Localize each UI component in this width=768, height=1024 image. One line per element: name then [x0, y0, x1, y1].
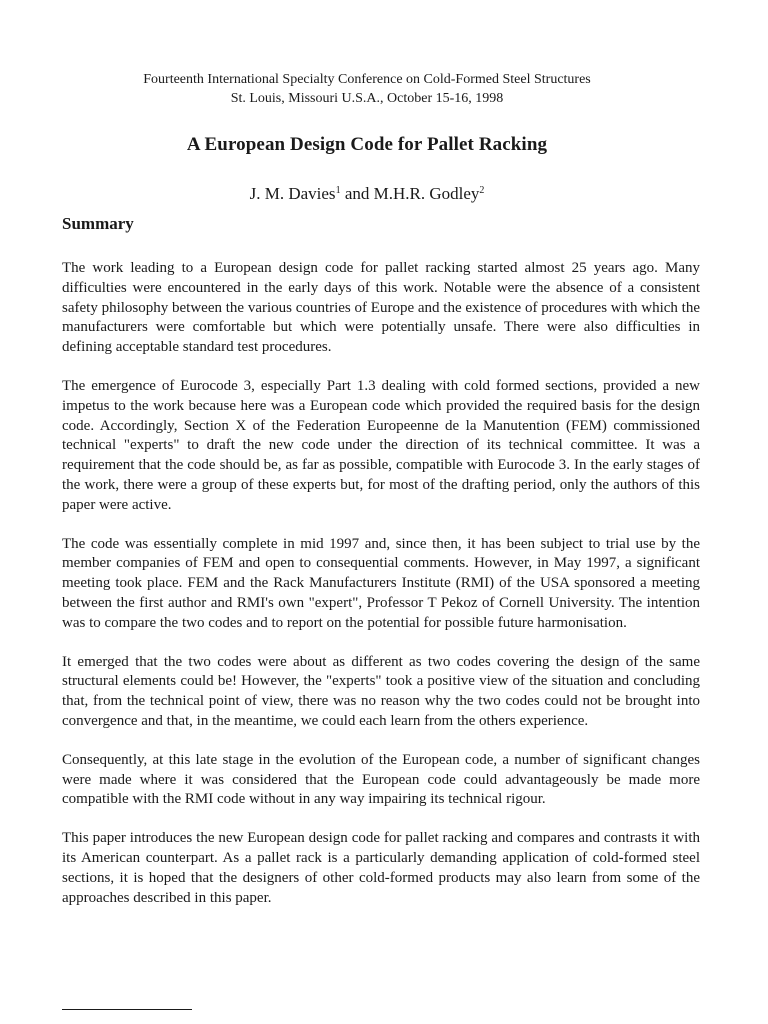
author-line [0, 184, 734, 204]
conference-header [0, 70, 734, 108]
summary-paragraph-6: This paper introduces the new European design code for pallet racking and compares and contrasts it with its American counterpart. As a pallet rack is a particularly demanding application of cold-formed steel sections, it is hoped that the designers of other cold-formed products may also learn from some of the approaches described in this paper. [62, 830, 700, 906]
summary-paragraph-2: The emergence of Eurocode 3, especially Part 1.3 dealing with cold formed sections, provided a new impetus to the work because here was a European code which provided the required basis for the design code. Accordingly, Section X of the Federation Europeenne de la Manutention (FEM) commissioned technical "experts" to draft the new code under the direction of its technical committee. It was a requirement that the code should be, as far as possible, compatible with Eurocode 3. In the early stages of the work, there were a group of these experts but, for most of the drafting period, only the authors of this paper were active. [62, 377, 700, 513]
footnote-divider [62, 1009, 192, 1010]
conference-name: Fourteenth International Specialty Conference on Cold-Formed Steel Structures [143, 72, 591, 87]
author-godley-footnote-mark: 2 [479, 185, 485, 196]
author-conjunction: and [340, 184, 374, 203]
author-davies: J. M. Davies [249, 184, 336, 203]
summary-body [62, 259, 700, 927]
summary-paragraph-4: It emerged that the two codes were about as different as two codes covering the design of the same structural elements could be! However, the "experts" took a positive view of the situation and concluding that, from the technical point of view, there was no reason why the two codes could not be brought into convergence and that, in the meantime, we could each learn from the others experience. [62, 653, 700, 729]
paper-title: A European Design Code for Pallet Racking [186, 134, 548, 155]
author-godley: M.H.R. Godley [373, 184, 480, 203]
summary-paragraph-3: The code was essentially complete in mid 1997 and, since then, it has been subject to trial use by the member companies of FEM and open to consequential comments. However, in May 1997, a significant meeting took place. FEM and the Rack Manufacturers Institute (RMI) of the USA sponsored a meeting between the first author and RMI's own "expert", Professor T Pekoz of Cornell University. The intention was to compare the two codes and to report on the potential for possible future harmonisation. [62, 535, 700, 631]
summary-paragraph-5: Consequently, at this late stage in the evolution of the European code, a number of significant changes were made where it was considered that the European code could advantageously be made more compatible with the RMI code without in any way impairing its technical rigour. [62, 751, 700, 808]
summary-paragraph-1: The work leading to a European design code for pallet racking started almost 25 years ago. Many difficulties were encountered in the early days of this work. Notable were the absence of a consistent safety philosophy between the various countries of Europe and the existence of procedures with which the manufacturers were comfortable but which were potentially unsafe. There were also difficulties in defining acceptable standard test procedures. [62, 260, 700, 356]
author-davies-footnote-mark: 1 [335, 185, 341, 196]
summary-heading: Summary [62, 214, 134, 233]
conference-location-date: St. Louis, Missouri U.S.A., October 15-16, 1998 [230, 91, 504, 106]
